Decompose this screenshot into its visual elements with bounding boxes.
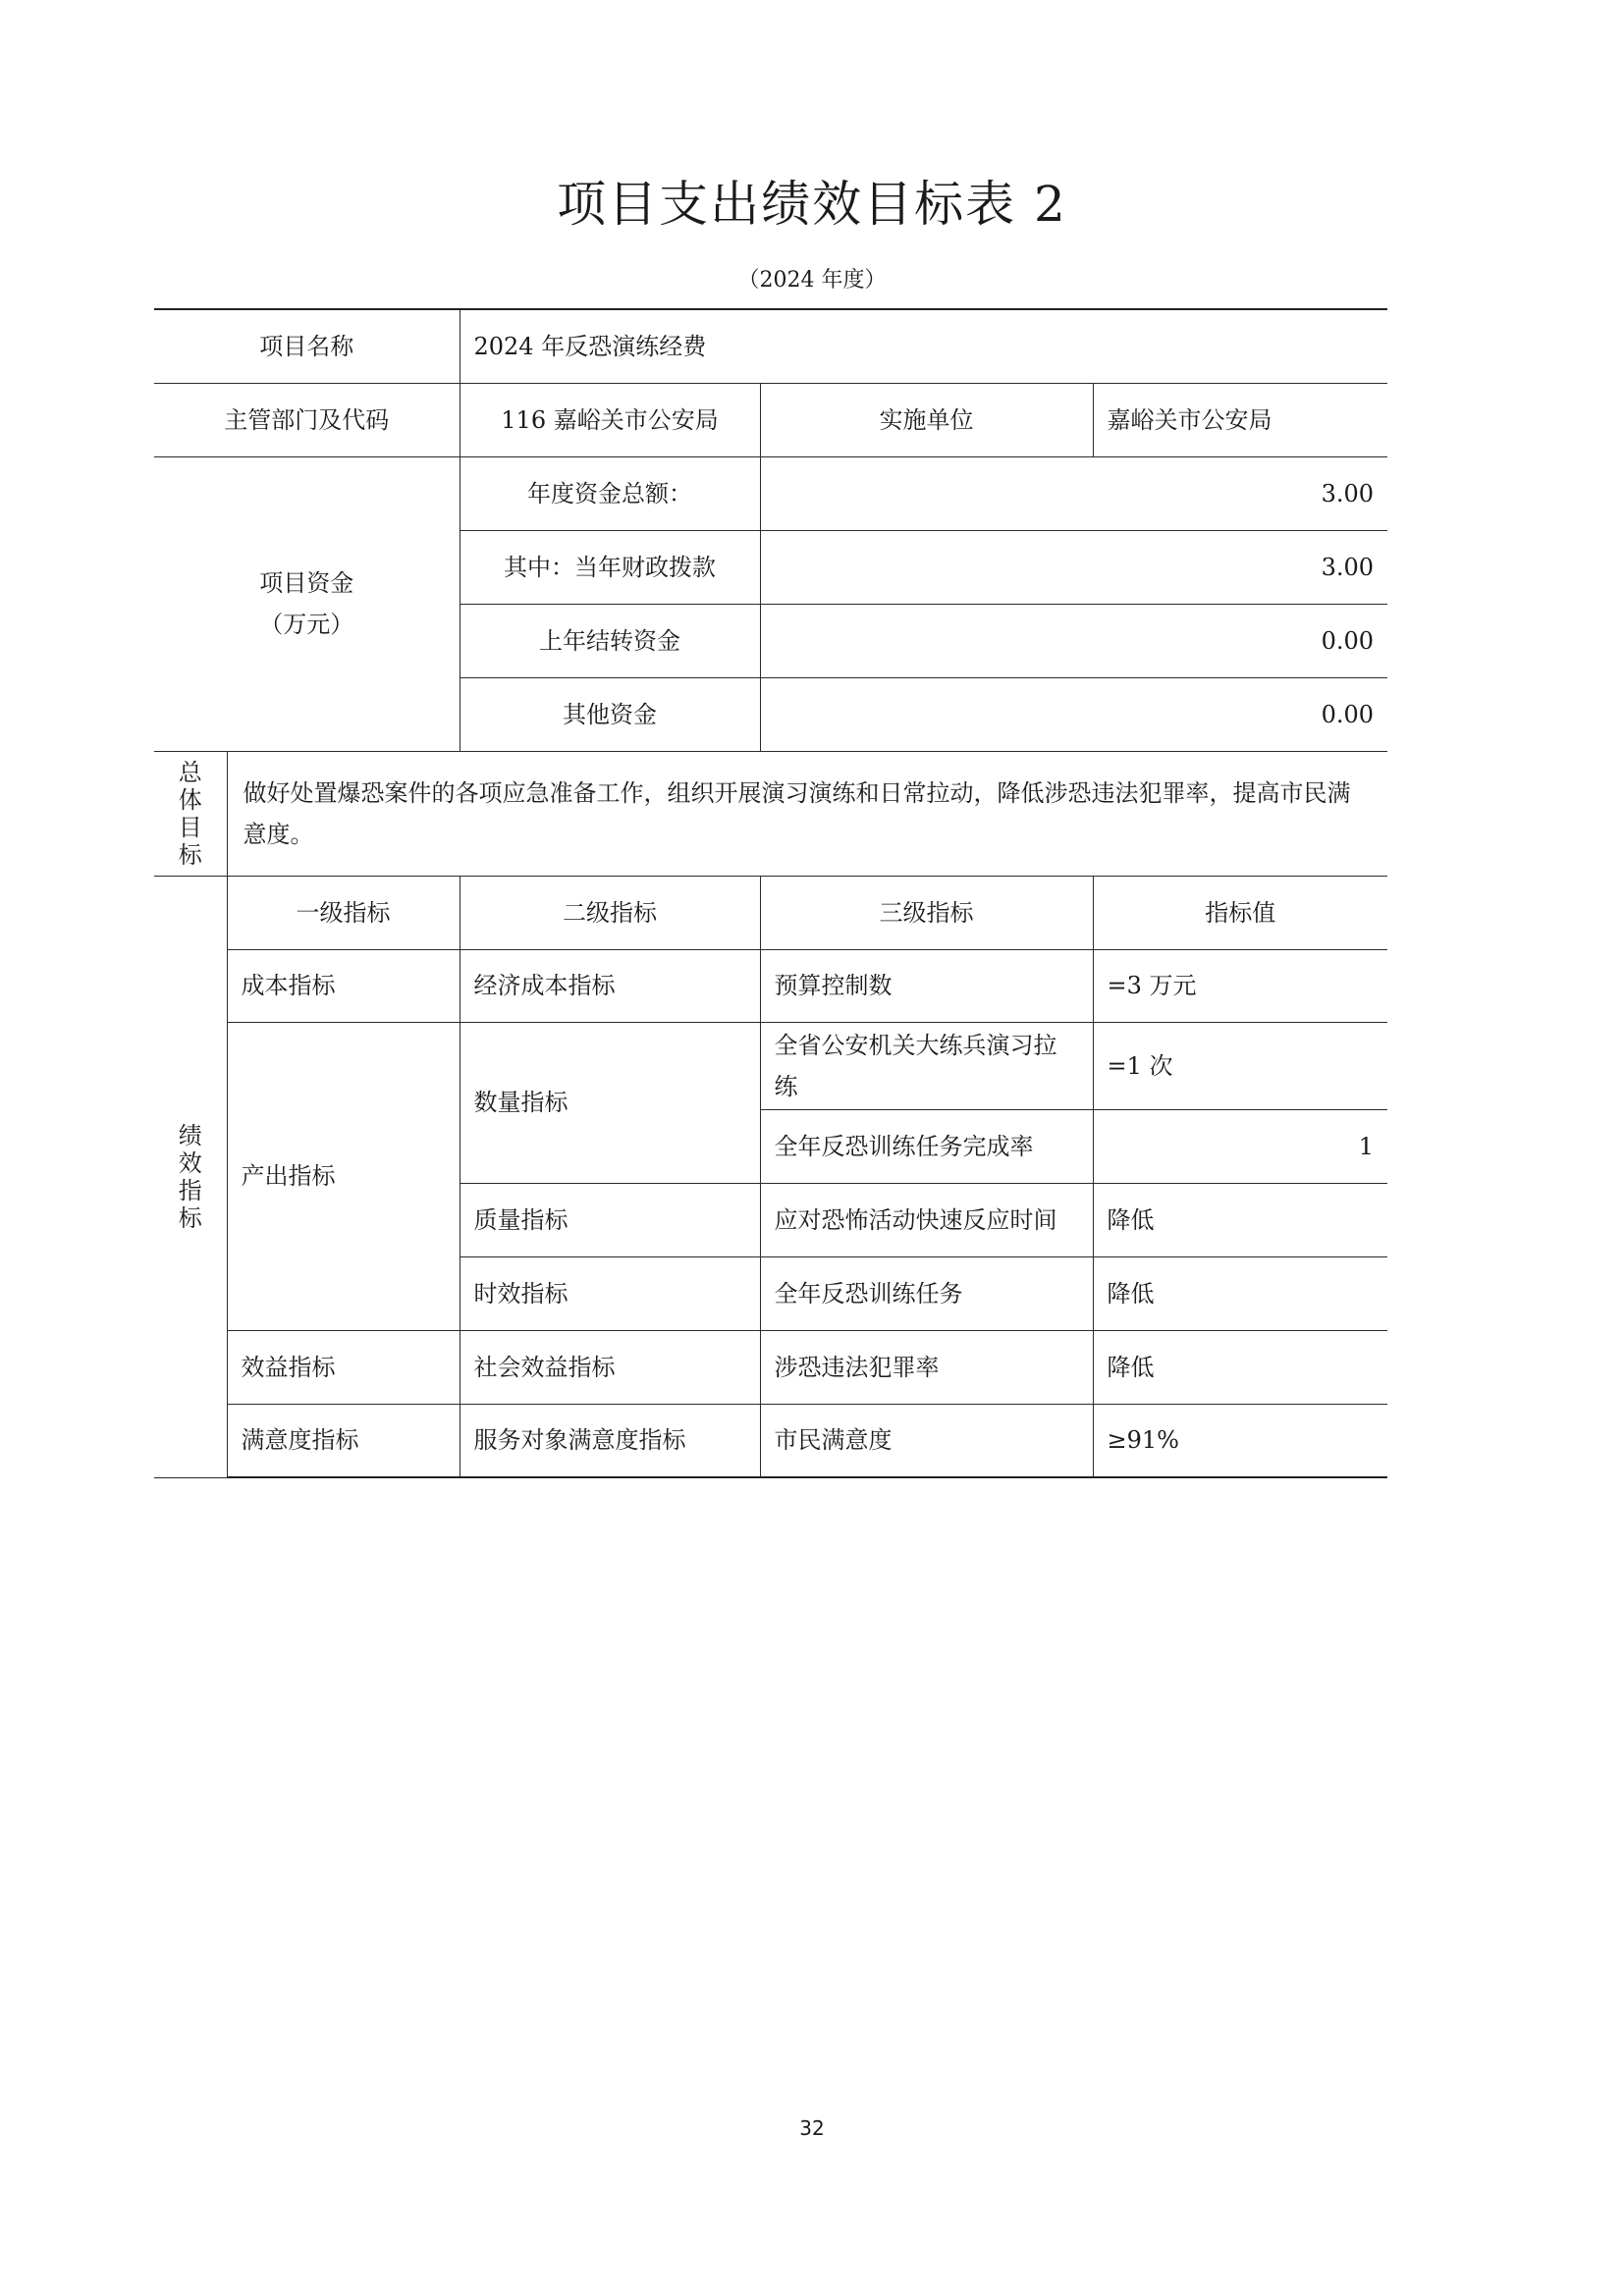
quantity-level3: 全省公安机关大练兵演习拉练 <box>760 1022 1093 1109</box>
funds-unit-text: （万元） <box>259 611 354 638</box>
impl-unit-label: 实施单位 <box>760 383 1093 456</box>
project-name-value: 2024 年反恐演练经费 <box>460 309 1387 383</box>
table-row <box>154 1330 1387 1404</box>
funds-row-label: 年度资金总额： <box>460 456 760 530</box>
page-number: 32 <box>799 2116 825 2140</box>
table-row <box>154 1404 1387 1477</box>
impl-unit-value: 嘉峪关市公安局 <box>1093 383 1387 456</box>
year-subtitle: （2024 年度） <box>737 268 887 293</box>
overall-goal-label-text: 总体目标 <box>178 758 202 869</box>
benefit-level2: 社会效益指标 <box>460 1330 760 1404</box>
output-level1: 产出指标 <box>227 1022 460 1330</box>
funds-label-text: 项目资金 <box>259 569 354 597</box>
table-row <box>154 949 1387 1022</box>
quantity-value: =1 次 <box>1093 1022 1387 1109</box>
project-name-label: 项目名称 <box>154 309 460 383</box>
funds-row-value: 3.00 <box>760 530 1387 604</box>
funds-row <box>154 456 1387 530</box>
header-level1: 一级指标 <box>227 876 460 949</box>
timeliness-level2: 时效指标 <box>460 1256 760 1330</box>
overall-goal-text: 做好处置爆恐案件的各项应急准备工作，组织开展演习演练和日常拉动，降低涉恐违法犯罪率，提高市民满意度。 <box>227 751 1387 876</box>
satisfaction-level2: 服务对象满意度指标 <box>460 1404 760 1477</box>
satisfaction-level3: 市民满意度 <box>760 1404 1093 1477</box>
funds-row-label: 上年结转资金 <box>460 604 760 677</box>
department-row <box>154 383 1387 456</box>
benefit-level1: 效益指标 <box>227 1330 460 1404</box>
funds-row-label: 其中：当年财政拨款 <box>460 530 760 604</box>
cost-value: =3 万元 <box>1093 949 1387 1022</box>
overall-goal-row <box>154 751 1387 876</box>
indicators-label-text: 绩效指标 <box>178 1121 202 1232</box>
cost-level2: 经济成本指标 <box>460 949 760 1022</box>
quantity-level2: 数量指标 <box>460 1022 760 1183</box>
performance-target-table <box>154 308 1387 1478</box>
quality-value: 降低 <box>1093 1183 1387 1256</box>
department-value: 116 嘉峪关市公安局 <box>460 383 760 456</box>
satisfaction-level1: 满意度指标 <box>227 1404 460 1477</box>
overall-goal-label <box>154 751 227 876</box>
quantity-value: 1 <box>1093 1109 1387 1183</box>
satisfaction-value: ≥91% <box>1093 1404 1387 1477</box>
project-name-row <box>154 309 1387 383</box>
header-value: 指标值 <box>1093 876 1387 949</box>
indicator-header-row <box>154 876 1387 949</box>
indicators-label <box>154 876 227 1477</box>
benefit-value: 降低 <box>1093 1330 1387 1404</box>
department-label: 主管部门及代码 <box>154 383 460 456</box>
quantity-level3: 全年反恐训练任务完成率 <box>760 1109 1093 1183</box>
quality-level3: 应对恐怖活动快速反应时间 <box>760 1183 1093 1256</box>
header-level3: 三级指标 <box>760 876 1093 949</box>
page-title: 项目支出绩效目标表 2 <box>557 176 1067 233</box>
cost-level1: 成本指标 <box>227 949 460 1022</box>
cost-level3: 预算控制数 <box>760 949 1093 1022</box>
timeliness-level3: 全年反恐训练任务 <box>760 1256 1093 1330</box>
benefit-level3: 涉恐违法犯罪率 <box>760 1330 1093 1404</box>
quality-level2: 质量指标 <box>460 1183 760 1256</box>
funds-row-value: 3.00 <box>760 456 1387 530</box>
funds-label <box>154 456 460 751</box>
funds-row-value: 0.00 <box>760 677 1387 751</box>
table-row <box>154 1022 1387 1109</box>
header-level2: 二级指标 <box>460 876 760 949</box>
funds-row-value: 0.00 <box>760 604 1387 677</box>
funds-row-label: 其他资金 <box>460 677 760 751</box>
timeliness-value: 降低 <box>1093 1256 1387 1330</box>
